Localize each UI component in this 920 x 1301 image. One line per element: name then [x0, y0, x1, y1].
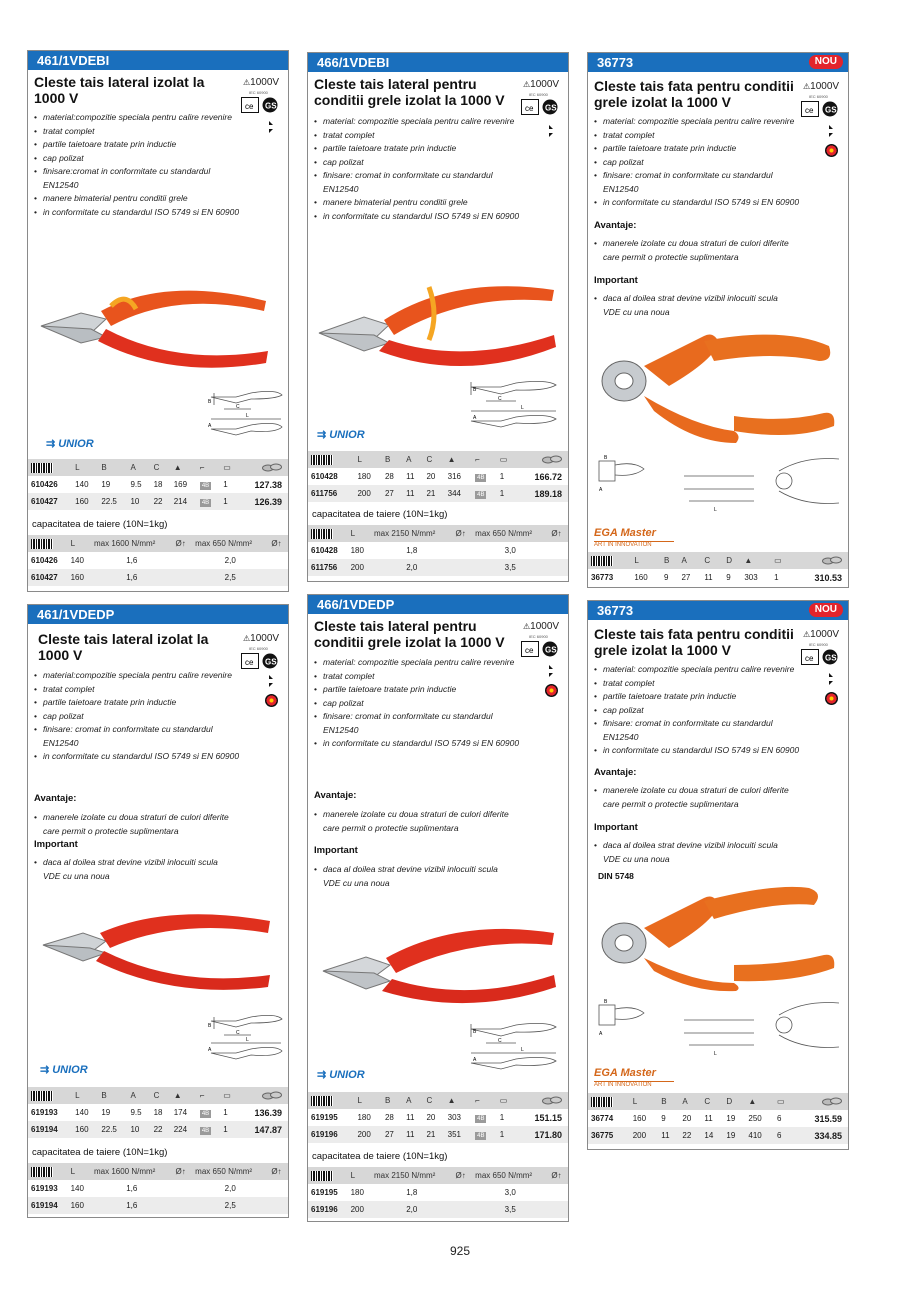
gs-certification-icon	[521, 641, 559, 657]
svg-text:ce: ce	[805, 106, 814, 115]
box-icon: ▭	[774, 1093, 794, 1110]
feature-item: • manere bimaterial pentru conditii grele	[34, 192, 240, 206]
side-cutter-plier-image	[38, 903, 278, 993]
price-coins-icon	[262, 1091, 282, 1100]
product-title: Cleste tais lateral izolat la 1000 V	[34, 74, 205, 106]
table-row: 619193 140 19 9.5 18 174 4B 1 136.39	[28, 1104, 288, 1121]
voltage-label: 1000V	[250, 633, 280, 644]
table-row: 610427 160 1,6 2,5	[28, 569, 288, 586]
table-header-row: L B A C D ▲ ▭	[588, 552, 848, 569]
unior-logo: ⇉ UNIOR	[46, 438, 94, 450]
weight-icon: ▲	[171, 459, 197, 476]
voltage-badge: ⚠1000V IEC 60900	[523, 622, 559, 642]
product-code-header: 36773 NOU	[588, 53, 848, 72]
table-row: 619196 200 27 11 21 351 4B 1 171.80	[308, 1126, 568, 1143]
svg-text:B: B	[473, 1029, 477, 1035]
germany-flag-icon	[545, 684, 558, 697]
cutting-capacity-title: capacitatea de taiere (10N=1kg)	[32, 1147, 168, 1158]
iec-label: IEC 60900	[249, 646, 268, 651]
specs-table	[588, 552, 848, 586]
svg-text:L: L	[521, 1047, 524, 1053]
weight-icon: ▲	[171, 1087, 197, 1104]
svg-text:L: L	[246, 413, 249, 419]
feature-item: • material:compozitie speciala pentru calire revenire	[34, 669, 240, 683]
feature-list	[314, 656, 520, 751]
unior-logo: ⇉ UNIOR	[317, 429, 365, 441]
svg-text:B: B	[208, 1023, 212, 1029]
advantage-item: • manerele izolate cu doua straturi de culori diferite care permit o protectie suplimentara	[314, 808, 514, 835]
feature-item: • partile taietoare tratate prin inductie	[594, 690, 800, 704]
important-label: Important	[594, 822, 638, 833]
feature-item: • cap polizat	[34, 710, 240, 724]
cutting-capacity-table	[308, 1167, 568, 1218]
quantity-icon: ⌐	[472, 1092, 497, 1109]
product-title: Cleste tais lateral pentru conditii grele izolat la 1000 V	[314, 618, 505, 650]
new-badge: NOU	[809, 603, 843, 617]
table-row: 610427 160 22.5 10 22 214 4B 1 126.39	[28, 493, 288, 510]
advantage-item: • manerele izolate cu doua straturi de culori diferite care permit o protectie suplimentara	[34, 811, 234, 838]
advantages-list	[594, 784, 794, 811]
table-header-row: L B A C D ▲ ▭	[588, 1093, 848, 1110]
flag-icon	[269, 121, 275, 133]
feature-item: • finisare: cromat in conformitate cu standardul EN12540	[594, 717, 800, 744]
barcode-icon	[31, 1091, 53, 1101]
barcode-icon	[311, 1096, 333, 1106]
weight-icon: ▲	[745, 1093, 774, 1110]
barcode-icon	[311, 529, 333, 539]
table-row: 36775 200 11 22 14 19 410 6 334.85	[588, 1127, 848, 1144]
svg-text:L: L	[714, 507, 717, 513]
product-card-36773	[587, 52, 849, 588]
svg-text:ce: ce	[525, 646, 534, 655]
dimension-diagram	[206, 1013, 286, 1065]
table-row: 36773 160 9 27 11 9 303 1 310.53	[588, 569, 848, 586]
voltage-label: 1000V	[810, 629, 840, 640]
specs-table	[588, 1093, 848, 1144]
table-header-row: L max 1600 N/mm² Ø↑ max 650 N/mm² Ø↑	[28, 1163, 288, 1180]
iec-label: IEC 60900	[809, 642, 828, 647]
feature-list	[34, 111, 240, 219]
advantages-list	[34, 811, 234, 838]
feature-list	[34, 669, 240, 764]
egamaster-logo: EGA Master ART IN INNOVATION	[594, 523, 674, 548]
feature-list	[594, 115, 800, 210]
end-cutter-plier-image	[594, 883, 839, 993]
important-item: • daca al doilea strat devine vizibil inlocuiti scula VDE cu una noua	[34, 856, 224, 883]
svg-text:ce: ce	[245, 658, 254, 667]
feature-item: • partile taietoare tratate prin inductie	[34, 138, 240, 152]
table-header-row: L max 2150 N/mm² Ø↑ max 650 N/mm² Ø↑	[308, 525, 568, 542]
gs-label: GS	[265, 657, 277, 667]
weight-icon: ▲	[741, 552, 771, 569]
svg-text:A: A	[473, 415, 477, 421]
cutting-capacity-table	[308, 525, 568, 576]
germany-flag-icon	[825, 144, 838, 157]
product-code-header: 36773 NOU	[588, 601, 848, 620]
cut-icon: Ø↑	[453, 525, 473, 542]
voltage-label: 1000V	[530, 621, 560, 632]
cut-icon: Ø↑	[173, 535, 193, 552]
svg-text:C: C	[236, 404, 240, 410]
price-coins-icon	[542, 455, 562, 464]
feature-item: • cap polizat	[594, 704, 800, 718]
cut-icon: Ø↑	[173, 1163, 193, 1180]
table-row: 619194 160 22.5 10 22 224 4B 1 147.87	[28, 1121, 288, 1138]
feature-item: • partile taietoare tratate prin inductie	[594, 142, 800, 156]
gs-label: GS	[545, 103, 557, 113]
feature-item: • tratat complet	[34, 125, 240, 139]
feature-item: • finisare: cromat in conformitate cu standardul EN12540	[34, 723, 240, 750]
gs-label: GS	[825, 105, 837, 115]
feature-item: • tratat complet	[594, 129, 800, 143]
svg-text:A: A	[599, 487, 603, 493]
important-list	[34, 856, 224, 883]
box-icon: ▭	[771, 552, 792, 569]
cutting-capacity-title: capacitatea de taiere (10N=1kg)	[32, 519, 168, 530]
feature-item: • finisare: cromat in conformitate cu standardul EN12540	[314, 710, 520, 737]
svg-text:C: C	[498, 1038, 502, 1044]
important-list	[594, 292, 784, 319]
feature-item: • cap polizat	[594, 156, 800, 170]
product-title: Cleste tais fata pentru conditii grele izolat la 1000 V	[594, 78, 794, 110]
weight-icon: ▲	[445, 451, 473, 468]
table-header-row: L max 2150 N/mm² Ø↑ max 650 N/mm² Ø↑	[308, 1167, 568, 1184]
new-badge: NOU	[809, 55, 843, 69]
table-row: 36774 160 9 20 11 19 250 6 315.59	[588, 1110, 848, 1127]
important-list	[314, 863, 504, 890]
table-row: 619195 180 28 11 20 303 4B 1 151.15	[308, 1109, 568, 1126]
table-row: 610426 140 19 9.5 18 169 4B 1 127.38	[28, 476, 288, 493]
svg-text:C: C	[236, 1030, 240, 1036]
barcode-icon	[31, 539, 53, 549]
product-card-466-1vdedp	[307, 594, 569, 1222]
flag-icon	[549, 665, 555, 677]
feature-item: • cap polizat	[314, 156, 520, 170]
barcode-icon	[591, 556, 613, 566]
cutting-capacity-title: capacitatea de taiere (10N=1kg)	[312, 1151, 448, 1162]
table-row: 610428 180 28 11 20 316 4B 1 166.72	[308, 468, 568, 485]
svg-text:B: B	[604, 999, 608, 1005]
product-card-36773-second	[587, 600, 849, 1150]
barcode-icon	[311, 455, 333, 465]
price-coins-icon	[262, 463, 282, 472]
gs-label: GS	[545, 645, 557, 655]
important-label: Important	[594, 275, 638, 286]
advantages-list	[314, 808, 514, 835]
flag-icon	[829, 673, 835, 685]
box-icon: ▭	[220, 459, 238, 476]
germany-flag-icon	[825, 692, 838, 705]
flag-icon	[549, 125, 555, 137]
gs-certification-icon	[241, 97, 279, 113]
cut-icon: Ø↑	[268, 535, 288, 552]
side-cutter-plier-image	[318, 913, 558, 1013]
product-code-header: 466/1VDEDP	[308, 595, 568, 614]
page-number: 925	[449, 1244, 471, 1258]
voltage-badge: ⚠1000V IEC 60900	[803, 82, 839, 102]
voltage-label: 1000V	[250, 77, 280, 88]
iec-label: IEC 60900	[529, 634, 548, 639]
product-card-461-1vdedp	[27, 604, 289, 1218]
dimension-diagram	[466, 1021, 561, 1077]
iec-label: IEC 60900	[809, 94, 828, 99]
table-row: 619194 160 1,6 2,5	[28, 1197, 288, 1214]
barcode-icon	[591, 1097, 613, 1107]
important-item: • daca al doilea strat devine vizibil inlocuiti scula VDE cu una noua	[314, 863, 504, 890]
table-row: 619193 140 1,6 2,0	[28, 1180, 288, 1197]
price-coins-icon	[822, 1097, 842, 1106]
table-header-row: L max 1600 N/mm² Ø↑ max 650 N/mm² Ø↑	[28, 535, 288, 552]
advantages-label: Avantaje:	[314, 790, 357, 801]
gs-certification-icon	[801, 649, 839, 665]
end-cutter-plier-image	[594, 331, 839, 451]
table-header-row: L B A C ▲ ⌐ ▭	[308, 451, 568, 468]
table-row: 619195 180 1,8 3,0	[308, 1184, 568, 1201]
table-header-row: L B A C ▲ ⌐ ▭	[28, 459, 288, 476]
advantages-label: Avantaje:	[594, 767, 637, 778]
product-title: Cleste tais fata pentru conditii grele izolat la 1000 V	[594, 626, 794, 658]
feature-item: • tratat complet	[314, 129, 520, 143]
advantages-label: Avantaje:	[34, 793, 77, 804]
feature-item: • partile taietoare tratate prin inductie	[34, 696, 240, 710]
cutting-capacity-table	[28, 535, 288, 586]
feature-item: • tratat complet	[594, 677, 800, 691]
feature-item: • material: compozitie speciala pentru calire revenire	[314, 115, 520, 129]
cut-icon: Ø↑	[548, 1167, 568, 1184]
gs-certification-icon	[801, 101, 839, 117]
table-header-row: L B A C ▲ ⌐ ▭	[28, 1087, 288, 1104]
feature-item: • finisare: cromat in conformitate cu standardul EN12540	[314, 169, 520, 196]
flag-icon	[829, 125, 835, 137]
feature-item: • material: compozitie speciala pentru calire revenire	[594, 115, 800, 129]
cut-icon: Ø↑	[453, 1167, 473, 1184]
svg-text:B: B	[604, 455, 608, 461]
feature-item: • in conformitate cu standardul ISO 5749 si EN 60900	[34, 206, 240, 220]
dimension-diagram	[594, 451, 844, 515]
box-icon: ▭	[497, 1092, 516, 1109]
gs-label: GS	[825, 653, 837, 663]
product-title: Cleste tais lateral pentru conditii grele izolat la 1000 V	[314, 76, 505, 108]
table-header-row: L B A C ▲ ⌐ ▭	[308, 1092, 568, 1109]
voltage-badge: ⚠1000V IEC 60900	[803, 630, 839, 650]
important-list	[594, 839, 784, 866]
barcode-icon	[311, 1171, 333, 1181]
product-code-header: 461/1VDEDP	[28, 605, 288, 624]
dimension-diagram	[466, 379, 561, 435]
svg-text:ce: ce	[805, 654, 814, 663]
product-card-461-1vdebi	[27, 50, 289, 592]
feature-item: • in conformitate cu standardul ISO 5749 si EN 60900	[314, 737, 520, 751]
flag-icon	[269, 675, 275, 687]
egamaster-logo: EGA Master ART IN INNOVATION	[594, 1063, 674, 1088]
advantages-list	[594, 237, 794, 264]
important-label: Important	[34, 839, 78, 850]
quantity-icon: ⌐	[197, 459, 220, 476]
side-cutter-plier-image	[36, 271, 276, 381]
product-code-header: 461/1VDEBI	[28, 51, 288, 70]
advantage-item: • manerele izolate cu doua straturi de culori diferite care permit o protectie suplimentara	[594, 784, 794, 811]
table-row: 611756 200 2,0 3,5	[308, 559, 568, 576]
important-label: Important	[314, 845, 358, 856]
specs-table	[28, 1087, 288, 1138]
feature-item: • cap polizat	[314, 697, 520, 711]
feature-item: • material: compozitie speciala pentru calire revenire	[314, 656, 520, 670]
voltage-badge: ⚠1000V IEC 60900	[523, 80, 559, 100]
advantage-item: • manerele izolate cu doua straturi de culori diferite care permit o protectie suplimentara	[594, 237, 794, 264]
svg-text:A: A	[473, 1057, 477, 1063]
specs-table	[308, 451, 568, 502]
product-code-header: 466/1VDEBI	[308, 53, 568, 72]
gs-certification-icon	[241, 653, 279, 669]
table-row: 610426 140 1,6 2,0	[28, 552, 288, 569]
svg-text:B: B	[473, 387, 477, 393]
feature-item: • manere bimaterial pentru conditii grele	[314, 196, 520, 210]
voltage-badge: ⚠1000V IEC 60900	[243, 634, 279, 654]
product-card-466-1vdebi	[307, 52, 569, 582]
feature-item: • tratat complet	[34, 683, 240, 697]
germany-flag-icon	[265, 694, 278, 707]
svg-text:L: L	[521, 405, 524, 411]
voltage-label: 1000V	[810, 81, 840, 92]
iec-label: IEC 60900	[249, 90, 268, 95]
gs-label: GS	[265, 101, 277, 111]
svg-text:ce: ce	[245, 102, 254, 111]
barcode-icon	[31, 1167, 53, 1177]
feature-item: • cap polizat	[34, 152, 240, 166]
cutting-capacity-title: capacitatea de taiere (10N=1kg)	[312, 509, 448, 520]
feature-item: • material:compozitie speciala pentru calire revenire	[34, 111, 240, 125]
feature-item: • material: compozitie speciala pentru calire revenire	[594, 663, 800, 677]
barcode-icon	[31, 463, 53, 473]
feature-item: • in conformitate cu standardul ISO 5749 si EN 60900	[594, 744, 833, 758]
feature-item: • finisare:cromat in conformitate cu standardul EN12540	[34, 165, 240, 192]
gs-certification-icon	[521, 99, 559, 115]
unior-logo: ⇉ UNIOR	[40, 1064, 88, 1076]
feature-item: • partile taietoare tratate prin inductie	[314, 683, 520, 697]
feature-item: • in conformitate cu standardul ISO 5749 si EN 60900	[34, 750, 240, 764]
svg-text:A: A	[208, 1047, 212, 1053]
product-title: Cleste tais lateral izolat la 1000 V	[38, 631, 209, 663]
quantity-icon: ⌐	[197, 1087, 220, 1104]
price-coins-icon	[542, 1096, 562, 1105]
voltage-label: 1000V	[530, 79, 560, 90]
side-cutter-plier-image	[314, 265, 559, 385]
table-row: 619196 200 2,0 3,5	[308, 1201, 568, 1218]
svg-text:ce: ce	[525, 104, 534, 113]
table-row: 611756 200 27 11 21 344 4B 1 189.18	[308, 485, 568, 502]
important-item: • daca al doilea strat devine vizibil inlocuiti scula VDE cu una noua	[594, 292, 784, 319]
feature-item: • partile taietoare tratate prin inductie	[314, 142, 520, 156]
cut-icon: Ø↑	[548, 525, 568, 542]
feature-item: • finisare: cromat in conformitate cu standardul EN12540	[594, 169, 800, 196]
iec-label: IEC 60900	[529, 92, 548, 97]
svg-text:L: L	[714, 1051, 717, 1057]
quantity-icon: ⌐	[472, 451, 497, 468]
box-icon: ▭	[497, 451, 516, 468]
svg-text:L: L	[246, 1037, 249, 1043]
feature-item: • in conformitate cu standardul ISO 5749 si EN 60900	[594, 196, 833, 210]
table-row: 610428 180 1,8 3,0	[308, 542, 568, 559]
svg-text:C: C	[498, 396, 502, 402]
svg-text:A: A	[599, 1031, 603, 1037]
important-item: • daca al doilea strat devine vizibil inlocuiti scula VDE cu una noua	[594, 839, 784, 866]
svg-text:A: A	[208, 423, 212, 429]
box-icon: ▭	[220, 1087, 238, 1104]
weight-icon: ▲	[445, 1092, 473, 1109]
dimension-diagram	[594, 995, 844, 1059]
specs-table	[28, 459, 288, 510]
price-coins-icon	[822, 556, 842, 565]
unior-logo: ⇉ UNIOR	[317, 1069, 365, 1081]
feature-list	[594, 663, 800, 758]
advantages-label: Avantaje:	[594, 220, 637, 231]
specs-table	[308, 1092, 568, 1143]
cutting-capacity-table	[28, 1163, 288, 1214]
cut-icon: Ø↑	[268, 1163, 288, 1180]
feature-item: • tratat complet	[314, 670, 520, 684]
voltage-badge: ⚠1000V IEC 60900	[243, 78, 279, 98]
feature-item: • in conformitate cu standardul ISO 5749 si EN 60900	[314, 210, 520, 224]
din-standard-label: DIN 5748	[598, 871, 634, 881]
feature-list	[314, 115, 520, 223]
dimension-diagram	[206, 389, 286, 441]
svg-text:B: B	[208, 399, 212, 405]
